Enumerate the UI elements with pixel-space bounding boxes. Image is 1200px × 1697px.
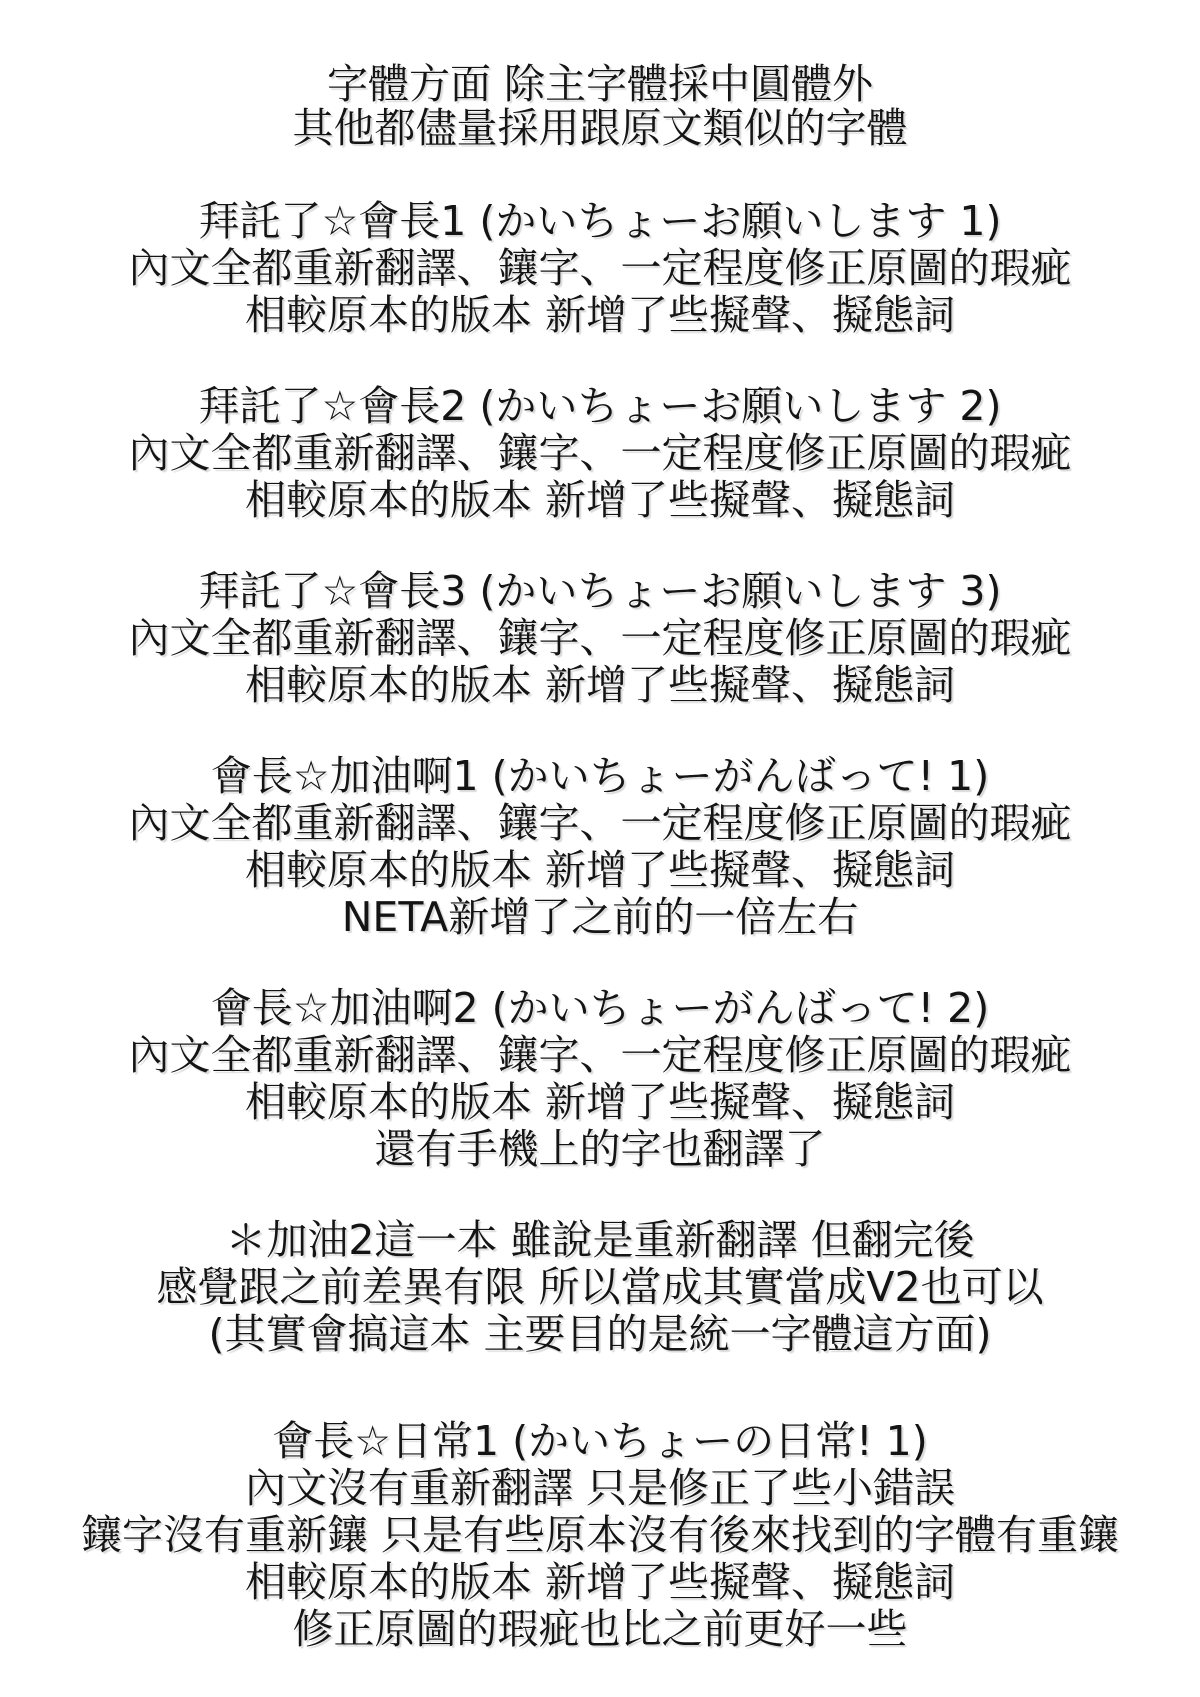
- section-title: 會長☆日常1 (かいちょーの日常! 1): [272, 1417, 928, 1465]
- section-extra-note: 還有手機上的字也翻譯了: [374, 1125, 826, 1173]
- section-body-line: 相較原本的版本 新增了些擬聲、擬態詞: [244, 1078, 956, 1126]
- section-nichijou-1: [0, 1418, 1200, 1653]
- font-note-header: [0, 62, 1200, 150]
- section-onegaishimasu-1: [0, 198, 1200, 339]
- section-body-line: 內文沒有重新翻譯 只是修正了些小錯誤: [244, 1464, 956, 1512]
- section-onegaishimasu-3: [0, 568, 1200, 709]
- section-body-line: 相較原本的版本 新增了些擬聲、擬態詞: [244, 1558, 956, 1606]
- section-body-line: 鑲字沒有重新鑲 只是有些原本沒有後來找到的字體有重鑲: [80, 1511, 1120, 1559]
- section-body-line: 相較原本的版本 新增了些擬聲、擬態詞: [244, 476, 956, 524]
- section-body-line: 內文全都重新翻譯、鑲字、一定程度修正原圖的瑕疵: [128, 244, 1072, 292]
- remark-line-3: (其實會搞這本 主要目的是統一字體這方面): [208, 1310, 992, 1358]
- section-body-line: 相較原本的版本 新增了些擬聲、擬態詞: [244, 291, 956, 339]
- section-body-line: 相較原本的版本 新增了些擬聲、擬態詞: [244, 846, 956, 894]
- remark-line-1: ＊加油2這一本 雖說是重新翻譯 但翻完後: [225, 1216, 975, 1264]
- section-title: 拜託了☆會長3 (かいちょーお願いします 3): [198, 567, 1002, 615]
- section-body-line: 內文全都重新翻譯、鑲字、一定程度修正原圖的瑕疵: [128, 429, 1072, 477]
- section-body-line: 相較原本的版本 新增了些擬聲、擬態詞: [244, 661, 956, 709]
- section-body-line: 內文全都重新翻譯、鑲字、一定程度修正原圖的瑕疵: [128, 799, 1072, 847]
- section-title: 拜託了☆會長2 (かいちょーお願いします 2): [198, 382, 1002, 430]
- section-extra-note: NETA新增了之前的一倍左右: [341, 893, 859, 941]
- section-title: 會長☆加油啊1 (かいちょーがんばって! 1): [210, 752, 990, 800]
- section-onegaishimasu-2: [0, 383, 1200, 524]
- header-line-1: 字體方面 除主字體採中圓體外: [326, 60, 874, 108]
- section-body-line: 內文全都重新翻譯、鑲字、一定程度修正原圖的瑕疵: [128, 614, 1072, 662]
- remark-line-2: 感覺跟之前差異有限 所以當成其實當成V2也可以: [156, 1263, 1044, 1311]
- section-ganbatte-1: [0, 753, 1200, 941]
- header-line-2: 其他都儘量採用跟原文類似的字體: [292, 104, 908, 152]
- section-title: 會長☆加油啊2 (かいちょーがんばって! 2): [210, 984, 990, 1032]
- section-ganbatte-2: [0, 985, 1200, 1173]
- section-body-line: 修正原圖的瑕疵也比之前更好一些: [292, 1605, 908, 1653]
- section-title: 拜託了☆會長1 (かいちょーお願いします 1): [198, 197, 1002, 245]
- section-body-line: 內文全都重新翻譯、鑲字、一定程度修正原圖的瑕疵: [128, 1031, 1072, 1079]
- translator-remark-note: [0, 1217, 1200, 1358]
